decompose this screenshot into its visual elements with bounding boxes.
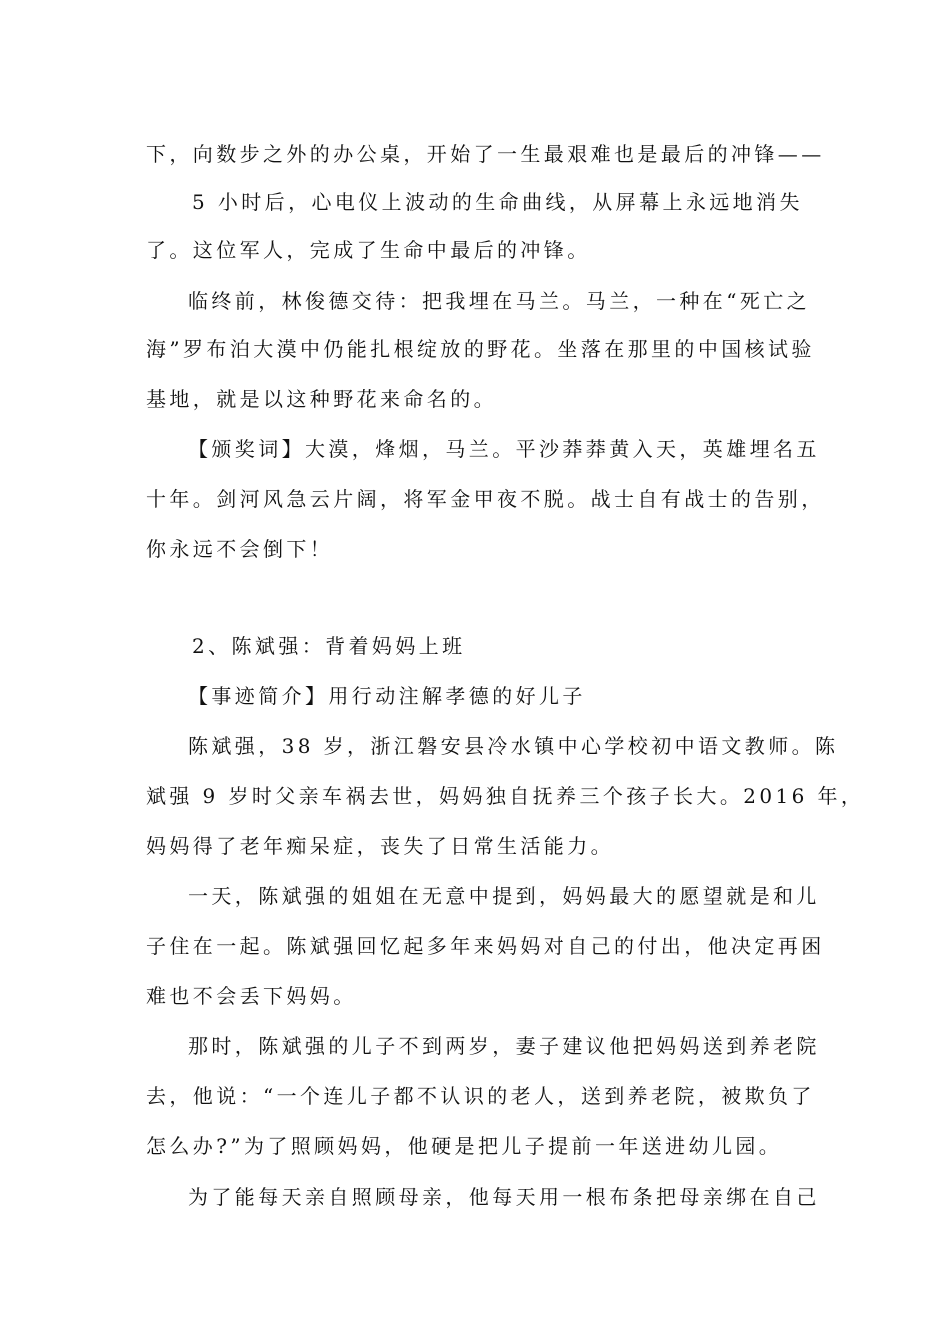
section-heading: 2、陈斌强：背着妈妈上班 [192, 634, 466, 658]
text-line: 海”罗布泊大漠中仍能扎根绽放的野花。坐落在那里的中国核试验 [146, 337, 815, 361]
text-line: 为了能每天亲自照顾母亲，他每天用一根布条把母亲绑在自己 [188, 1185, 820, 1209]
text-line: 怎么办?”为了照顾妈妈，他硬是把儿子提前一年送进幼儿园。 [146, 1134, 783, 1158]
text-line: 十年。剑河风急云片阔，将军金甲夜不脱。战士自有战士的告别， [146, 487, 825, 511]
text-line: 难也不会丢下妈妈。 [146, 984, 357, 1008]
text-line: 去，他说：“一个连儿子都不认识的老人，送到养老院，被欺负了 [146, 1084, 815, 1108]
text-line: 一天，陈斌强的姐姐在无意中提到，妈妈最大的愿望就是和儿 [188, 884, 820, 908]
award-citation-line: 【颁奖词】大漠，烽烟，马兰。平沙莽莽黄入天，英雄埋名五 [188, 437, 820, 461]
text-line: 下，向数步之外的办公桌，开始了一生最艰难也是最后的冲锋—— [146, 142, 825, 166]
text-line: 斌强 9 岁时父亲车祸去世，妈妈独自抚养三个孩子长大。2016 年， [146, 784, 865, 808]
text-line: 了。这位军人，完成了生命中最后的冲锋。 [146, 238, 591, 262]
text-line: 5 小时后，心电仪上波动的生命曲线，从屏幕上永远地消失 [192, 190, 803, 214]
text-line: 基地，就是以这种野花来命名的。 [146, 387, 497, 411]
text-line: 妈妈得了老年痴呆症，丧失了日常生活能力。 [146, 834, 614, 858]
text-line: 陈斌强，38 岁，浙江磐安县冷水镇中心学校初中语文教师。陈 [188, 734, 839, 758]
text-line: 子住在一起。陈斌强回忆起多年来妈妈对自己的付出，他决定再困 [146, 934, 825, 958]
text-line: 那时，陈斌强的儿子不到两岁，妻子建议他把妈妈送到养老院 [188, 1034, 820, 1058]
text-line: 临终前，林俊德交待：把我埋在马兰。马兰，一种在“死亡之 [188, 289, 811, 313]
summary-line: 【事迹简介】用行动注解孝德的好儿子 [188, 684, 586, 708]
text-line: 你永远不会倒下！ [146, 537, 334, 561]
